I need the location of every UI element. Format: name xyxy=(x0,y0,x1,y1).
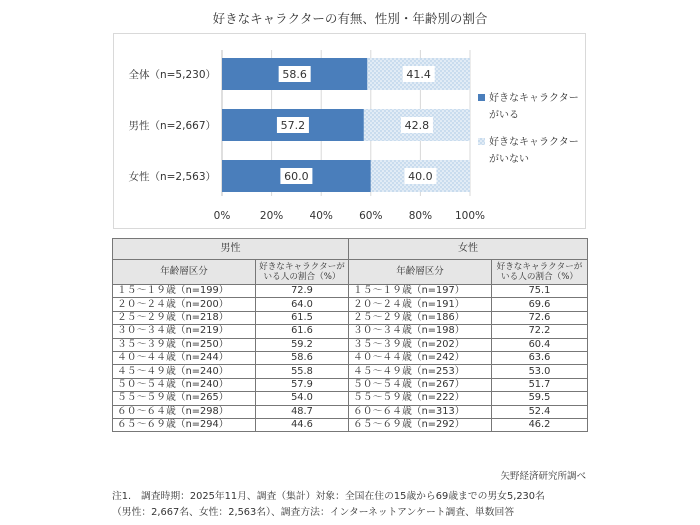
stacked-bar-chart xyxy=(0,0,700,232)
female-age-cell: ２５～２９歳（n=186） xyxy=(349,311,492,324)
male-age-cell: ６０～６４歳（n=298） xyxy=(113,405,256,418)
female-pct-cell: 63.6 xyxy=(492,351,588,364)
male-pct-cell: 61.6 xyxy=(256,325,349,338)
male-age-cell: ３０～３４歳（n=219） xyxy=(113,325,256,338)
female-pct-cell: 59.5 xyxy=(492,392,588,405)
source-credit: 矢野経済研究所調べ xyxy=(500,471,586,482)
male-pct-cell: 59.2 xyxy=(256,338,349,351)
male-age-cell: ５０～５４歳（n=240） xyxy=(113,378,256,391)
table-row xyxy=(113,405,588,418)
legend-swatch-no xyxy=(478,138,485,145)
male-age-header: 年齢層区分 xyxy=(113,260,256,285)
female-age-header: 年齢層区分 xyxy=(349,260,492,285)
female-pct-cell: 53.0 xyxy=(492,365,588,378)
male-age-cell: ２５～２９歳（n=218） xyxy=(113,311,256,324)
male-pct-cell: 57.9 xyxy=(256,378,349,391)
table-row xyxy=(113,418,588,431)
female-pct-header: 好きなキャラクターがいる人の割合（%） xyxy=(492,260,588,285)
x-tick-label: 100% xyxy=(454,210,486,222)
table-row xyxy=(113,311,588,324)
legend-label: 好きなキャラクター xyxy=(489,137,579,148)
data-label: 42.8 xyxy=(404,119,430,132)
female-age-cell: ４０～４４歳（n=242） xyxy=(349,351,492,364)
male-pct-cell: 58.6 xyxy=(256,351,349,364)
table-row xyxy=(113,351,588,364)
chart-title: 好きなキャラクターの有無、性別・年齢別の割合 xyxy=(212,11,488,26)
category-label: 女性（n=2,563） xyxy=(128,171,216,183)
female-age-cell: ２０～２４歳（n=191） xyxy=(349,298,492,311)
x-tick-label: 20% xyxy=(259,210,284,222)
table-row xyxy=(113,392,588,405)
male-age-cell: １５～１９歳（n=199） xyxy=(113,285,256,298)
female-pct-cell: 51.7 xyxy=(492,378,588,391)
table-row xyxy=(113,325,588,338)
male-pct-cell: 72.9 xyxy=(256,285,349,298)
data-label: 58.6 xyxy=(282,68,307,81)
male-age-cell: ５５～５９歳（n=265） xyxy=(113,392,256,405)
table-row xyxy=(113,298,588,311)
male-pct-cell: 55.8 xyxy=(256,365,349,378)
category-label: 男性（n=2,667） xyxy=(128,120,216,132)
female-age-cell: ５０～５４歳（n=267） xyxy=(349,378,492,391)
female-age-cell: ６５～６９歳（n=292） xyxy=(349,418,492,431)
x-tick-label: 80% xyxy=(408,210,433,222)
legend-label: がいる xyxy=(489,110,519,121)
female-pct-cell: 72.6 xyxy=(492,311,588,324)
male-pct-cell: 44.6 xyxy=(256,418,349,431)
male-age-cell: ２０～２４歳（n=200） xyxy=(113,298,256,311)
male-header: 男性 xyxy=(113,239,349,260)
survey-note-line2: （男性：2,667名、女性：2,563名）、調査方法：インターネットアンケート調査、単数回答 xyxy=(112,507,515,518)
female-pct-cell: 60.4 xyxy=(492,338,588,351)
male-age-cell: ４０～４４歳（n=244） xyxy=(113,351,256,364)
male-age-cell: ４５～４９歳（n=240） xyxy=(113,365,256,378)
male-pct-cell: 48.7 xyxy=(256,405,349,418)
female-age-cell: １５～１９歳（n=197） xyxy=(349,285,492,298)
female-pct-cell: 46.2 xyxy=(492,418,588,431)
female-pct-cell: 52.4 xyxy=(492,405,588,418)
category-label: 全体（n=5,230） xyxy=(128,69,216,81)
female-pct-cell: 72.2 xyxy=(492,325,588,338)
x-tick-label: 40% xyxy=(309,210,333,222)
female-age-cell: ６０～６４歳（n=313） xyxy=(349,405,492,418)
data-label: 41.4 xyxy=(406,68,431,81)
male-age-cell: ６５～６９歳（n=294） xyxy=(113,418,256,431)
male-pct-cell: 64.0 xyxy=(256,298,349,311)
male-pct-header: 好きなキャラクターがいる人の割合（%） xyxy=(256,260,349,285)
female-age-cell: ３０～３４歳（n=198） xyxy=(349,325,492,338)
female-pct-cell: 69.6 xyxy=(492,298,588,311)
legend-label: 好きなキャラクター xyxy=(489,93,579,104)
data-label: 57.2 xyxy=(280,119,306,132)
table-row xyxy=(113,378,588,391)
female-age-cell: ５５～５９歳（n=222） xyxy=(349,392,492,405)
female-age-cell: ４５～４９歳（n=253） xyxy=(349,365,492,378)
legend-swatch-has xyxy=(478,94,485,101)
table-row xyxy=(113,338,588,351)
male-pct-cell: 54.0 xyxy=(256,392,349,405)
male-pct-cell: 61.5 xyxy=(256,311,349,324)
female-age-cell: ３５～３９歳（n=202） xyxy=(349,338,492,351)
data-label: 40.0 xyxy=(408,170,433,183)
female-pct-cell: 75.1 xyxy=(492,285,588,298)
x-tick-label: 0% xyxy=(213,210,231,222)
data-label: 60.0 xyxy=(284,170,309,183)
survey-note-line1: 注1. 調査時期：2025年11月、調査（集計）対象：全国在住の15歳から69歳までの男女5,230名 xyxy=(112,491,545,502)
x-tick-label: 60% xyxy=(359,210,383,222)
table-row xyxy=(113,285,588,298)
male-age-cell: ３５～３９歳（n=250） xyxy=(113,338,256,351)
legend-label: がいない xyxy=(489,154,529,165)
age-group-table xyxy=(112,238,588,432)
female-header: 女性 xyxy=(349,239,588,260)
table-row xyxy=(113,365,588,378)
